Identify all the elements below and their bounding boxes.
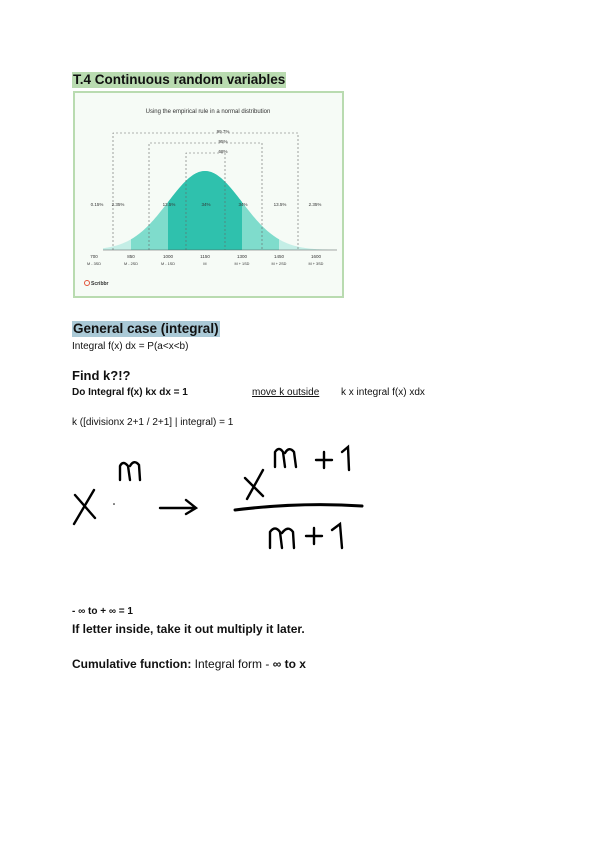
cumulative-text: Integral form - bbox=[191, 657, 273, 671]
letter-inside-line: If letter inside, take it out multiply it later. bbox=[72, 622, 305, 636]
handwritten-power-rule bbox=[60, 440, 390, 560]
tick-value: 700 bbox=[90, 254, 98, 259]
band-label: 34% bbox=[201, 202, 211, 207]
division-line: k ([divisionx 2+1 / 2+1] | integral) = 1 bbox=[72, 417, 234, 428]
label-997: 99.7% bbox=[216, 129, 230, 134]
num-m-glyph bbox=[275, 449, 296, 467]
tick-sublabel: M + 1SD bbox=[234, 262, 250, 266]
label-68: 68% bbox=[218, 149, 228, 154]
general-heading: General case (integral) bbox=[73, 321, 219, 336]
tick-value: 1450 bbox=[273, 254, 285, 259]
tick-labels bbox=[87, 254, 324, 266]
den-m-glyph bbox=[270, 529, 294, 549]
exp-m-glyph bbox=[120, 462, 140, 480]
band-label: 13.5% bbox=[273, 202, 287, 207]
num-one-glyph bbox=[342, 447, 349, 470]
num-x-glyph bbox=[245, 470, 263, 499]
k-integral-text: k x integral f(x) xdx bbox=[341, 387, 425, 398]
scribbr-logo bbox=[85, 281, 109, 288]
band-label: 0.15% bbox=[90, 202, 104, 207]
cumulative-label: Cumulative function: bbox=[72, 657, 192, 671]
band-labels bbox=[91, 202, 322, 207]
cumulative-tail: ∞ to x bbox=[272, 657, 306, 671]
empirical-rule-figure bbox=[73, 91, 344, 298]
brand-name: Scribbr bbox=[91, 281, 109, 287]
scribbr-icon bbox=[85, 281, 90, 286]
den-one-glyph bbox=[332, 524, 342, 548]
tick-sublabel: M - 2SD bbox=[124, 262, 138, 266]
x-base-glyph bbox=[74, 490, 95, 524]
figure-title: Using the empirical rule in a normal distribution bbox=[145, 109, 271, 115]
band-label: 2.35% bbox=[111, 202, 125, 207]
section-title: T.4 Continuous random variables bbox=[73, 72, 286, 87]
label-95: 95% bbox=[218, 139, 228, 144]
band-label: 2.35% bbox=[308, 202, 322, 207]
handwriting-svg bbox=[60, 440, 390, 560]
normal-distribution-chart bbox=[75, 93, 342, 296]
fraction-bar bbox=[235, 505, 362, 510]
move-k-text: move k outside bbox=[252, 387, 320, 398]
arrow-icon bbox=[160, 500, 196, 514]
tick-value: 1150 bbox=[200, 254, 210, 259]
tick-value: 850 bbox=[127, 254, 135, 259]
tick-value: 1000 bbox=[162, 254, 174, 259]
tick-sublabel: M bbox=[203, 262, 207, 266]
tick-sublabel: M - 1SD bbox=[161, 262, 175, 266]
tick-value: 1600 bbox=[310, 254, 322, 259]
num-plus-glyph bbox=[316, 452, 332, 468]
den-plus-glyph bbox=[306, 528, 322, 544]
general-line: Integral f(x) dx = P(a<x<b) bbox=[72, 341, 189, 352]
tick-sublabel: M + 2SD bbox=[271, 262, 287, 266]
curve-inner-area bbox=[168, 171, 242, 250]
infinity-line: - ∞ to + ∞ = 1 bbox=[72, 606, 133, 617]
tick-value: 1300 bbox=[236, 254, 248, 259]
cumulative-line bbox=[72, 657, 306, 671]
find-heading: Find k?!? bbox=[72, 368, 131, 383]
tick-sublabel: M + 3SD bbox=[308, 262, 324, 266]
tick-sublabel: M - 3SD bbox=[87, 262, 101, 266]
band-label: 34% bbox=[238, 202, 248, 207]
band-label: 13.5% bbox=[162, 202, 176, 207]
do-integral-text: Do Integral f(x) kx dx = 1 bbox=[72, 387, 188, 398]
